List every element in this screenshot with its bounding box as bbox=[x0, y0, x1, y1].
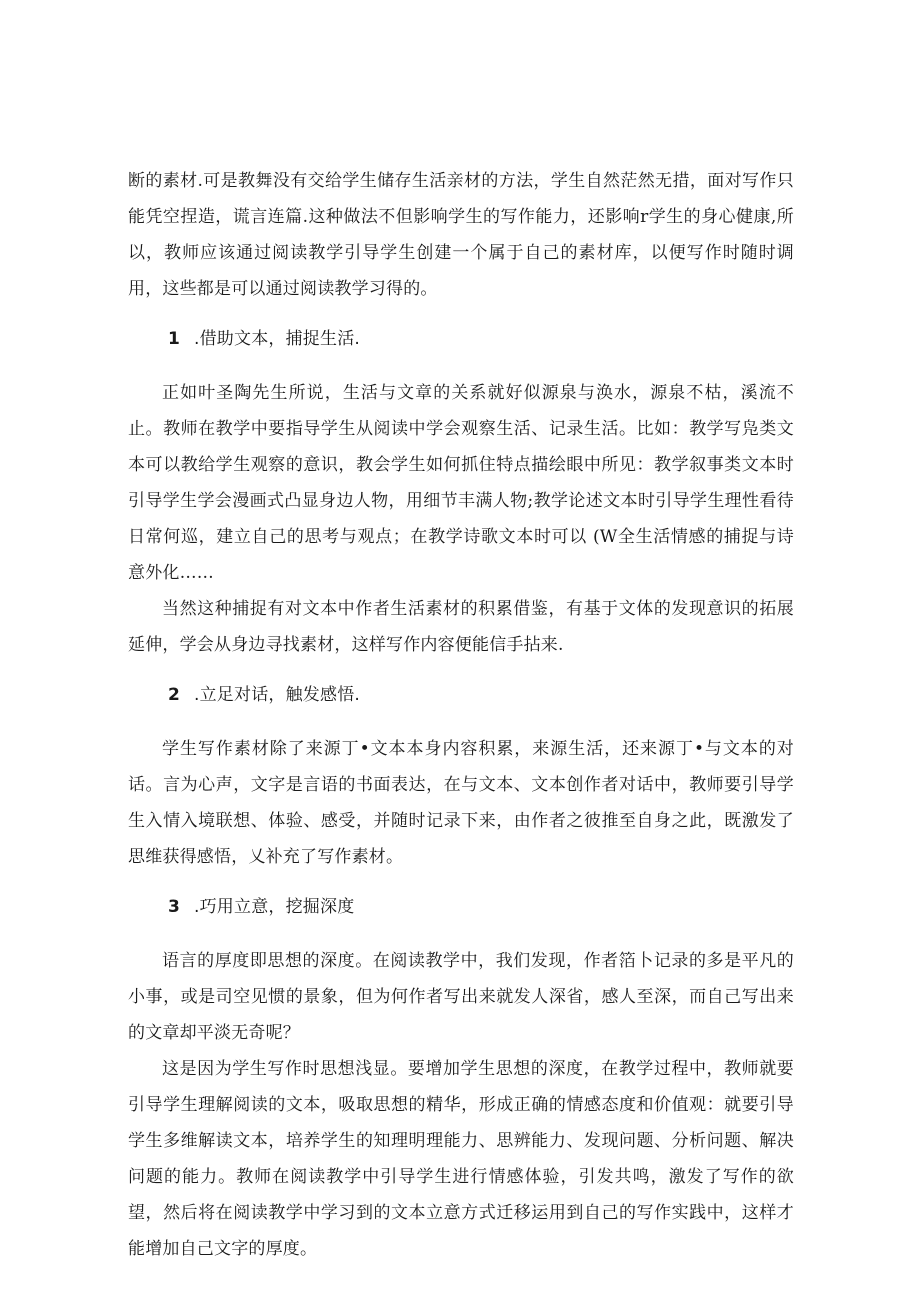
paragraph-intro: 断的素材.可是教舞没有交给学生储存生活亲材的方法，学生自然茫然无措，面对写作只能凭空捏造，谎言连篇.这种做法不但影响学生的写作能力，还影响r学生的身心健康,所以，教师应该通过阅读教学引导学生创建一个属于自己的素材库，以便写作时随时调用，这些都是可以通过阅读教学习得的。 bbox=[128, 171, 794, 299]
section-number-1: 1 bbox=[168, 329, 181, 349]
paragraph-depth-question: 语言的厚度即思想的深度。在阅读教学中，我们发现，作者箔卜记录的多是平凡的小事，或是司空见惯的景象，但为何作者写出来就发人深省，感人至深，而自己写出来的文章却平淡无奇呢？ bbox=[128, 951, 794, 1043]
section-number-2: 2 bbox=[168, 685, 181, 705]
section-title-3: .巧用立意，挖掘深度 bbox=[194, 897, 355, 917]
section-number-3: 3 bbox=[168, 897, 181, 917]
paragraph-depth-answer: 这是因为学生写作时思想浅显。要增加学生思想的深度，在教学过程中，教师就要引导学生理解阅读的文本，吸取思想的精华，形成正确的情感态度和价值观：就要引导学生多维解读文本，培养学生的知理明理能力、思辨能力、发现问题、分析问题、解决问题的能力。教师在阅读教学中引导学生进行情感体验，引发共鸣，激发了写作的欲望，然后将在阅读教学中学习到的文本立意方式迁移运用到自己的写作实践中，这样才能增加自己文字的厚度。 bbox=[128, 1059, 794, 1259]
paragraph-capture-material: 当然这种捕捉有对文本中作者生活素材的积累借鉴，有基于文体的发现意识的拓展延伸，学会从身边寻找素材，这样写作内容便能信手拈来. bbox=[128, 599, 794, 655]
section-heading-3 bbox=[128, 895, 794, 919]
paragraph-dialogue: 学生写作素材除了来源丁•文本本身内容积累，来源生活，还来源丁•与文本的对话。言为心声，文字是言语的书面表达，在与文本、文本创作者对话中，教师要引导学生入情入境联想、体验、感受，并随时记录下来，由作者之彼推至自身之此，既激发了思维获得感悟，乂补充了写作素材。 bbox=[128, 739, 794, 867]
document-body bbox=[128, 163, 794, 1267]
section-heading-2 bbox=[128, 683, 794, 707]
section-title-2: .立足对话，触发感悟. bbox=[194, 685, 361, 705]
section-heading-1 bbox=[128, 327, 794, 351]
section-title-1: .借助文本，捕捉生活. bbox=[194, 329, 361, 349]
paragraph-observe-life: 正如叶圣陶先生所说，生活与文章的关系就好似源泉与涣水，源泉不枯，溪流不止。教师在教学中要指导学生从阅读中学会观察生活、记录生活。比如：教学写凫类文本可以教给学生观察的意识，教会学生如何抓住特点描绘眼中所见：教学叙事类文本时引导学生学会漫画式凸显身边人物，用细节丰满人物;教学论述文本时引导学生理性看待日常何巡，建立自己的思考与观点；在教学诗歌文本时可以 (W全生活情感的捕捉与诗意外化…… bbox=[128, 383, 794, 583]
